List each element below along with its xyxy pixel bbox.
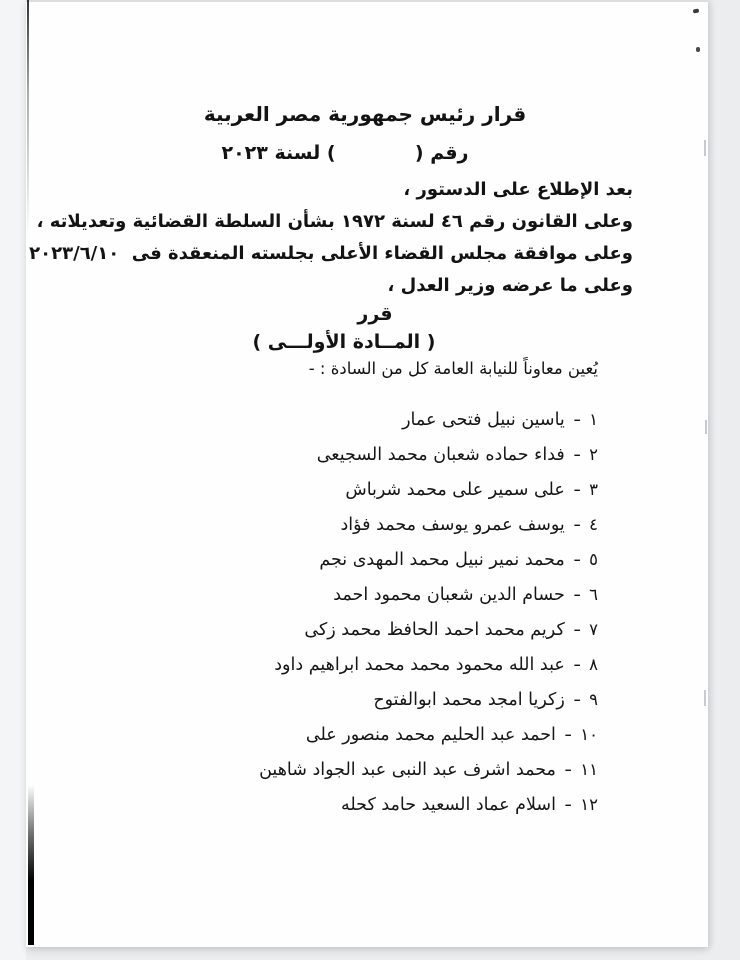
- appointee-separator: -: [573, 479, 581, 500]
- article-one-heading: ( المــادة الأولـــى ): [252, 331, 436, 353]
- appointee-separator: -: [573, 514, 581, 535]
- appointee-row: [66, 717, 598, 752]
- appointee-separator: -: [573, 584, 581, 605]
- appointee-row: [66, 682, 598, 717]
- appointee-number: ٣: [589, 480, 598, 499]
- appointee-row: [66, 507, 598, 542]
- appointee-number: ٨: [589, 655, 598, 674]
- preamble-line: وعلى القانون رقم ٤٦ لسنة ١٩٧٢ بشأن السلطة القضائية وتعديلاته ،: [36, 211, 633, 232]
- appointee-number: ٢: [589, 445, 598, 464]
- decree-word: قرر: [357, 303, 393, 325]
- preamble-line: وعلى ما عرضه وزير العدل ،: [387, 275, 633, 296]
- appointee-name: ياسين نبيل فتحى عمار: [402, 409, 565, 430]
- appointee-row: [66, 542, 598, 577]
- appointee-number: ٦: [589, 585, 598, 604]
- appointee-number: ٩: [589, 690, 598, 709]
- appointee-number: ٤: [589, 515, 598, 534]
- decree-preamble: [29, 174, 633, 302]
- appointee-row: [66, 577, 598, 612]
- appointee-number: ٥: [589, 550, 598, 569]
- appointee-separator: -: [564, 759, 572, 780]
- appointee-name: محمد نمير نبيل محمد المهدى نجم: [319, 549, 565, 570]
- appointee-row: [66, 787, 598, 822]
- appointment-intro: يُعين معاوناً للنيابة العامة كل من السادة : -: [308, 359, 598, 378]
- scan-speck: [696, 47, 700, 52]
- appointee-name: فداء حماده شعبان محمد السجيعى: [316, 444, 565, 465]
- appointee-separator: -: [573, 689, 581, 710]
- appointee-name: عبد الله محمود محمد محمد ابراهيم داود: [274, 654, 565, 675]
- appointee-separator: -: [564, 724, 572, 745]
- appointee-row: [66, 472, 598, 507]
- appointee-name: اسلام عماد السعيد حامد كحله: [340, 794, 556, 815]
- scan-edge-mark: [704, 140, 706, 156]
- scan-edge-mark: [704, 690, 706, 706]
- appointee-number: ١٠: [580, 725, 598, 744]
- appointee-name: احمد عبد الحليم محمد منصور على: [305, 724, 556, 745]
- appointee-separator: -: [573, 444, 581, 465]
- scan-spine-shadow-top: [27, 0, 29, 235]
- appointee-separator: -: [573, 549, 581, 570]
- appointee-list: [66, 402, 598, 822]
- appointee-name: محمد اشرف عبد النبى عبد الجواد شاهين: [259, 759, 556, 780]
- appointee-name: كريم محمد احمد الحافظ محمد زكى: [304, 619, 565, 640]
- appointee-name: حسام الدين شعبان محمود احمد: [333, 584, 565, 605]
- appointee-name: زكريا امجد محمد ابوالفتوح: [373, 689, 565, 710]
- appointee-number: ١: [589, 410, 598, 429]
- appointee-number: ١١: [580, 760, 598, 779]
- appointee-separator: -: [573, 619, 581, 640]
- appointee-separator: -: [564, 794, 572, 815]
- decree-title: قرار رئيس جمهورية مصر العربية: [203, 102, 527, 126]
- appointee-separator: -: [573, 654, 581, 675]
- appointee-number: ٧: [589, 620, 598, 639]
- appointee-row: [66, 752, 598, 787]
- decree-number-line: رقم ( ) لسنة ٢٠٢٣: [221, 142, 469, 164]
- appointee-separator: -: [573, 409, 581, 430]
- appointee-row: [66, 402, 598, 437]
- scan-spine-shadow-bottom: [28, 785, 34, 945]
- preamble-line: وعلى موافقة مجلس القضاء الأعلى بجلسته المنعقدة فى ٢٠٢٣/٦/١٠: [29, 243, 633, 264]
- appointee-row: [66, 647, 598, 682]
- appointee-name: على سمير على محمد شرباش: [345, 479, 565, 500]
- document-page: [26, 0, 708, 947]
- scan-edge-mark: [705, 420, 707, 434]
- appointee-row: [66, 437, 598, 472]
- preamble-line: بعد الإطلاع على الدستور ،: [403, 179, 633, 200]
- appointee-row: [66, 612, 598, 647]
- appointee-number: ١٢: [580, 795, 598, 814]
- appointee-name: يوسف عمرو يوسف محمد فؤاد: [340, 514, 565, 535]
